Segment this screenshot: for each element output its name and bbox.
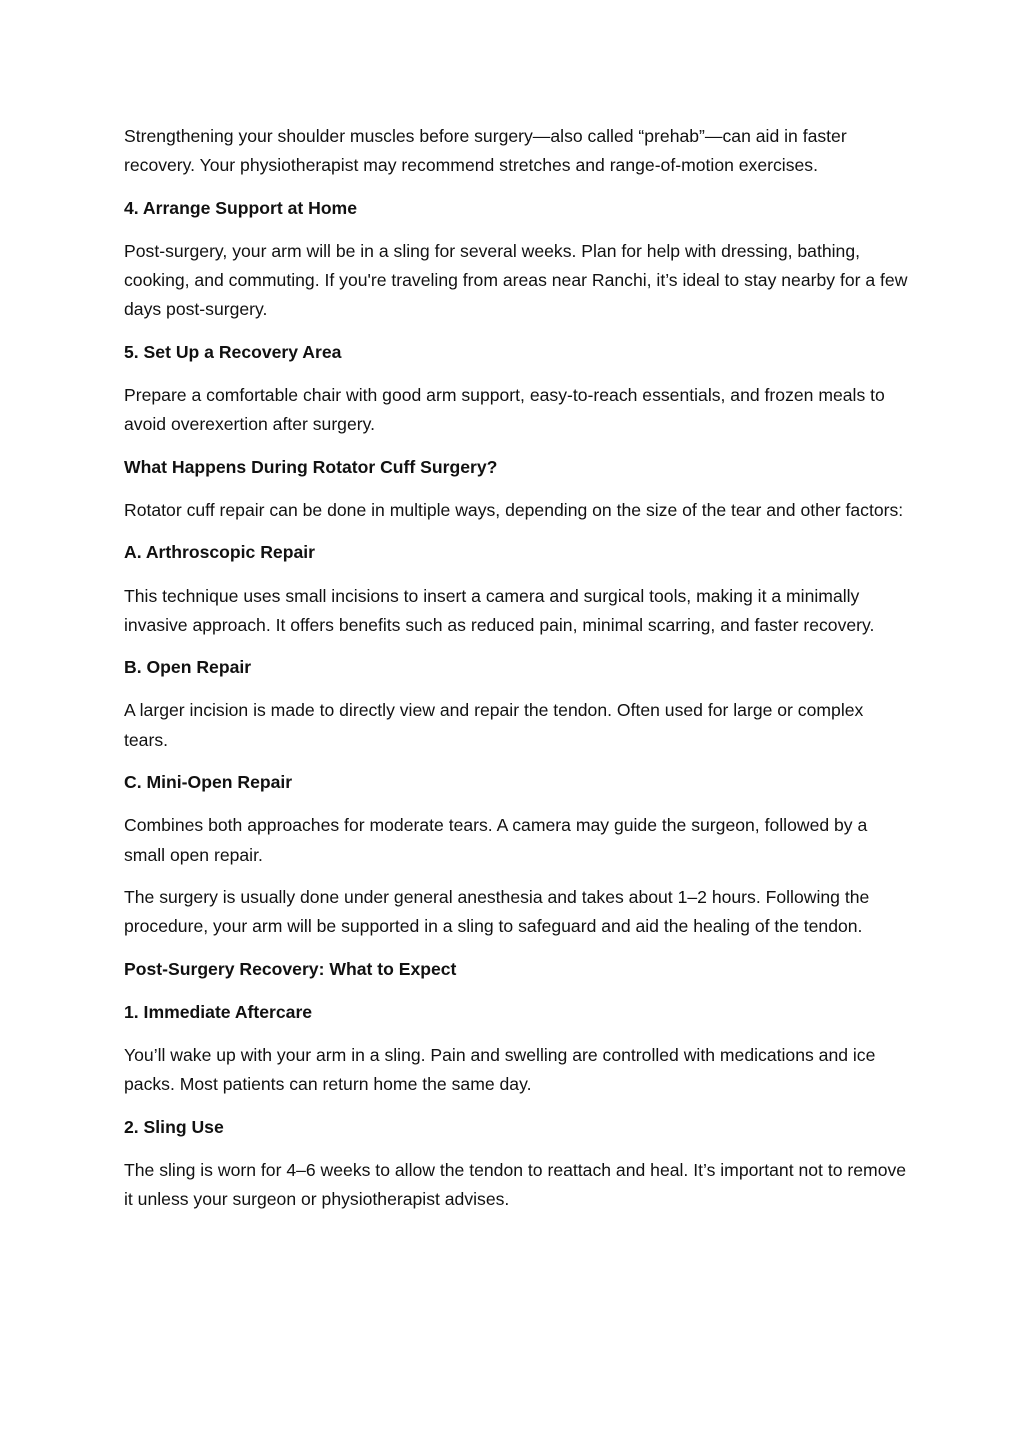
- para-what-happens: Rotator cuff repair can be done in multiple ways, depending on the size of the tear and other factors:: [124, 499, 904, 520]
- document-page: [124, 122, 908, 1228]
- heading-open-repair: B. Open Repair: [124, 657, 252, 678]
- para-recovery-area: Prepare a comfortable chair with good arm support, easy-to-reach essentials, and frozen meals to avoid overexertion after surgery.: [124, 385, 885, 435]
- heading-mini-open: C. Mini-Open Repair: [124, 772, 293, 793]
- heading-recovery-area: 5. Set Up a Recovery Area: [124, 341, 342, 362]
- heading-arrange-support: 4. Arrange Support at Home: [124, 197, 357, 218]
- para-anesthesia: The surgery is usually done under general anesthesia and takes about 1–2 hours. Following the procedure, your arm will be supported in a sling to safeguard and aid the healing of the tendon.: [124, 886, 870, 937]
- heading-post-surgery: Post-Surgery Recovery: What to Expect: [124, 958, 457, 979]
- para-immediate-aftercare: You’ll wake up with your arm in a sling. Pain and swelling are controlled with medications and ice packs. Most patients can return home the same day.: [124, 1045, 876, 1095]
- para-prehab: Strengthening your shoulder muscles before surgery—also called “prehab”—can aid in faster recovery. Your physiotherapist may recommend stretches and range-of-motion exercises.: [124, 126, 847, 176]
- para-arrange-support: Post-surgery, your arm will be in a sling for several weeks. Plan for help with dressing, bathing, cooking, and commuting. If you're traveling from areas near Ranchi, it’s ideal to stay nearby for a few days post-surgery.: [124, 240, 908, 320]
- para-arthroscopic: This technique uses small incisions to insert a camera and surgical tools, making it a minimally invasive approach. It offers benefits such as reduced pain, minimal scarring, and faster recovery.: [124, 585, 875, 635]
- heading-immediate-aftercare: 1. Immediate Aftercare: [124, 1001, 313, 1022]
- para-sling-use: The sling is worn for 4–6 weeks to allow the tendon to reattach and heal. It’s important not to remove it unless your surgeon or physiotherapist advises.: [124, 1160, 907, 1210]
- para-mini-open: Combines both approaches for moderate tears. A camera may guide the surgeon, followed by a small open repair.: [124, 815, 868, 865]
- heading-sling-use: 2. Sling Use: [124, 1116, 224, 1137]
- heading-what-happens: What Happens During Rotator Cuff Surgery?: [124, 456, 498, 477]
- para-open-repair: A larger incision is made to directly view and repair the tendon. Often used for large or complex tears.: [124, 700, 864, 750]
- heading-arthroscopic: A. Arthroscopic Repair: [124, 542, 315, 563]
